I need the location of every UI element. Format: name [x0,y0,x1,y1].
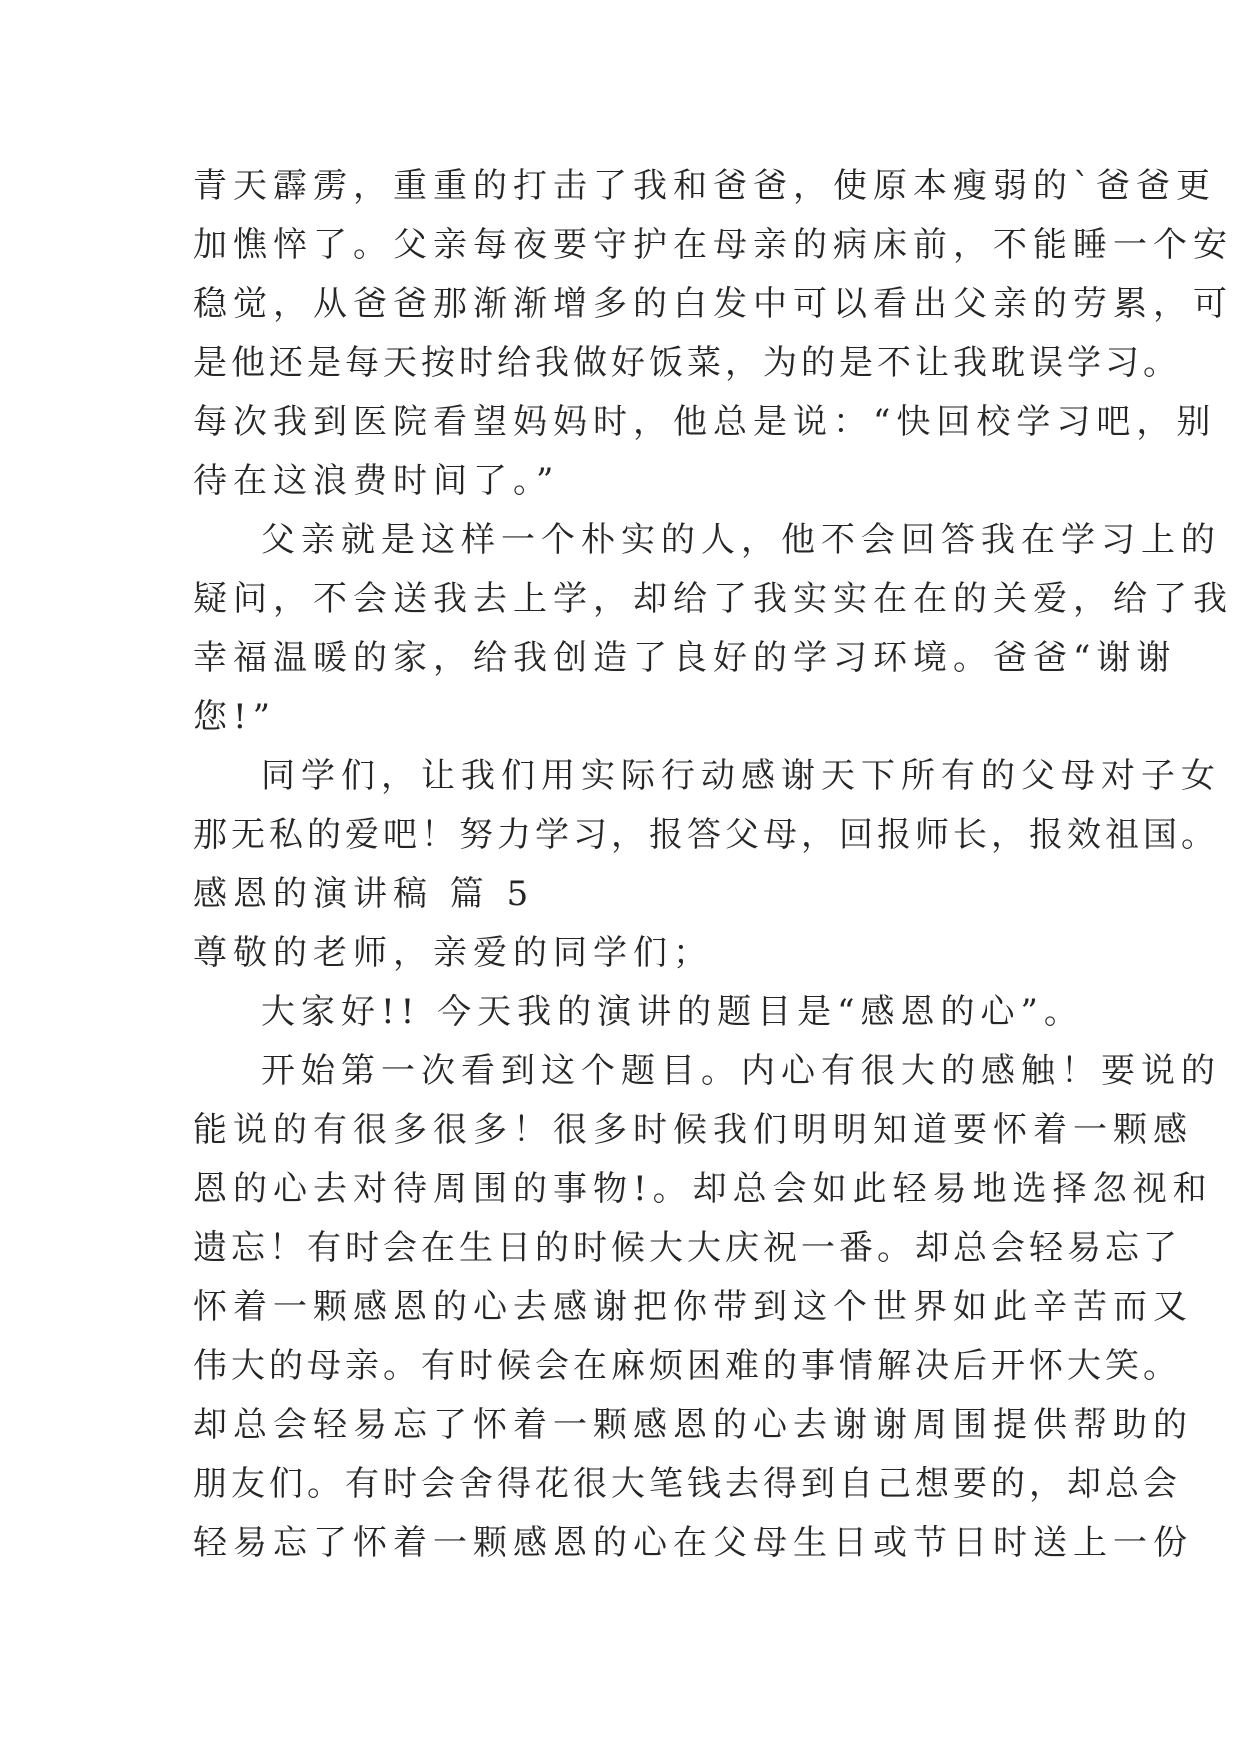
salutation: 尊敬的老师，亲爱的同学们； [193,933,713,973]
text-line: 恩的心去对待周围的事物!。却总会如此轻易地选择忽视和 [193,1169,1213,1209]
section-heading: 感恩的演讲稿 篇 5 [193,874,535,914]
text-line: 伟大的母亲。有时候会在麻烦困难的事情解决后开怀大笑。 [193,1346,1181,1386]
text-line: 是他还是每天按时给我做好饭菜，为的是不让我耽误学习。 [193,343,1181,383]
text-line: 能说的有很多很多！很多时候我们明明知道要怀着一颗感 [193,1110,1193,1150]
text-line: 幸福温暖的家，给我创造了良好的学习环境。爸爸“谢谢 [193,638,1177,678]
text-line: 稳觉，从爸爸那渐渐增多的白发中可以看出父亲的劳累，可 [193,284,1233,324]
text-line: 怀着一颗感恩的心去感谢把你带到这个世界如此辛苦而又 [193,1287,1193,1327]
paragraph-first-line: 大家好!! 今天我的演讲的题目是“感恩的心”。 [261,992,1084,1032]
paragraph-first-line: 同学们，让我们用实际行动感谢天下所有的父母对子女 [261,756,1221,796]
text-line: 却总会轻易忘了怀着一颗感恩的心去谢谢周围提供帮助的 [193,1405,1193,1445]
document-body [193,157,1233,1573]
text-line: 加憔悴了。父亲每夜要守护在母亲的病床前，不能睡一个安 [193,225,1233,265]
text-line: 疑问，不会送我去上学，却给了我实实在在的关爱，给了我 [193,579,1233,619]
paragraph-first-line: 开始第一次看到这个题目。内心有很大的感触！要说的 [261,1051,1221,1091]
text-line: 遗忘！有时会在生日的时候大大庆祝一番。却总会轻易忘了 [193,1228,1181,1268]
paragraph-first-line: 父亲就是这样一个朴实的人，他不会回答我在学习上的 [261,520,1221,560]
text-line: 待在这浪费时间了。” [193,461,560,501]
text-line: 那无私的爱吧！努力学习，报答父母，回报师长，报效祖国。 [193,815,1219,855]
text-line: 轻易忘了怀着一颗感恩的心在父母生日或节日时送上一份 [193,1523,1193,1563]
text-line: 每次我到医院看望妈妈时，他总是说：“快回校学习吧，别 [193,402,1217,442]
text-line: 青天霹雳，重重的打击了我和爸爸，使原本瘦弱的`爸爸更 [193,166,1216,206]
text-line: 朋友们。有时会舍得花很大笔钱去得到自己想要的，却总会 [193,1464,1181,1504]
text-line: 您!” [193,697,277,737]
